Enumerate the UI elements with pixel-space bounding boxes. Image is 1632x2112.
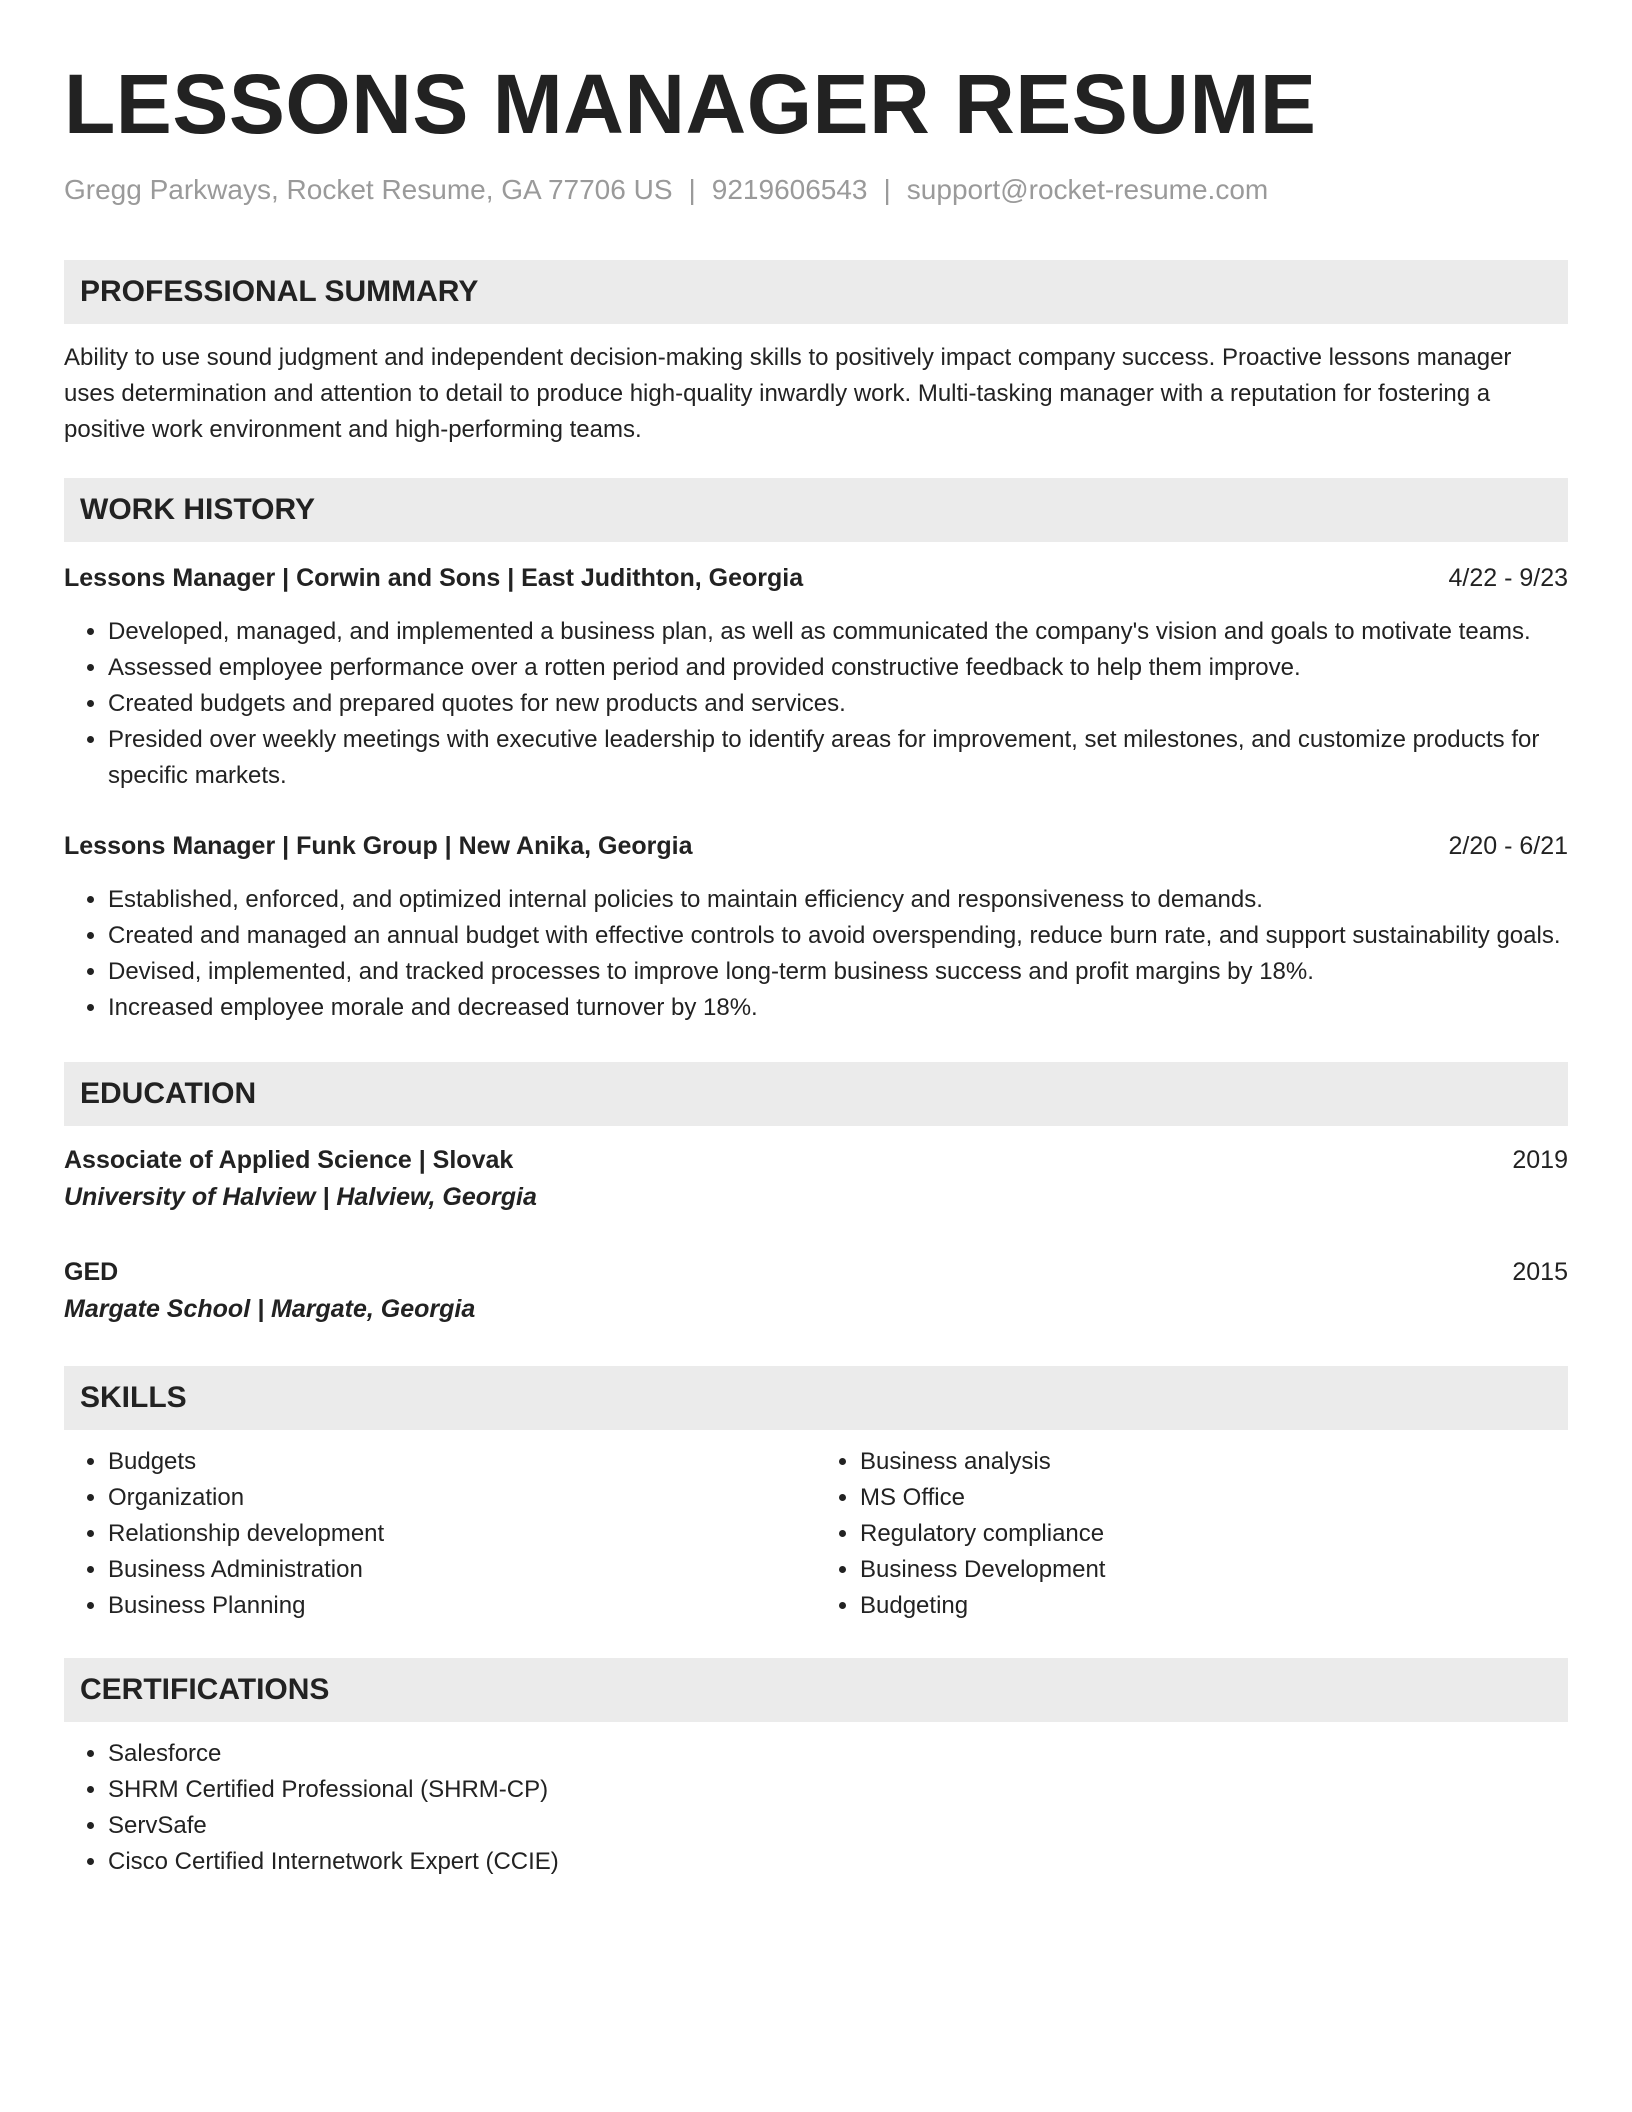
skills-column-right bbox=[816, 1444, 1568, 1624]
certification-item: • SHRM Certified Professional (SHRM-CP) bbox=[108, 1772, 1568, 1808]
contact-phone: 9219606543 bbox=[711, 174, 868, 205]
summary-section bbox=[64, 260, 1568, 448]
education-school: University of Halview | Halview, Georgia bbox=[64, 1183, 537, 1211]
contact-separator: | bbox=[688, 174, 696, 205]
education-degree: Associate of Applied Science | Slovak bbox=[64, 1146, 514, 1174]
contact-address: Gregg Parkways, Rocket Resume, GA 77706 US bbox=[64, 174, 673, 205]
education-heading: EDUCATION bbox=[64, 1062, 1568, 1126]
certifications-section bbox=[64, 1658, 1568, 1880]
skills-heading: SKILLS bbox=[64, 1366, 1568, 1430]
job-bullet: • Assessed employee performance over a rotten period and provided constructive feedback to help them improve. bbox=[108, 650, 1568, 686]
skill-item: • Regulatory compliance bbox=[860, 1516, 1568, 1552]
education-degree: GED bbox=[64, 1258, 119, 1286]
summary-heading: PROFESSIONAL SUMMARY bbox=[64, 260, 1568, 324]
skills-section bbox=[64, 1366, 1568, 1624]
certification-item: • Cisco Certified Internetwork Expert (CCIE) bbox=[108, 1844, 1568, 1880]
skill-item: • Organization bbox=[108, 1480, 816, 1516]
education-section bbox=[64, 1062, 1568, 1328]
skills-list bbox=[816, 1444, 1568, 1624]
education-entry bbox=[64, 1142, 1568, 1216]
job-title: Lessons Manager | Funk Group | New Anika, Georgia bbox=[64, 832, 693, 860]
education-header bbox=[64, 1254, 1568, 1290]
education-entry bbox=[64, 1254, 1568, 1328]
job-dates: 4/22 - 9/23 bbox=[1448, 564, 1568, 592]
resume-title: LESSONS MANAGER RESUME bbox=[64, 57, 1317, 151]
work-history-section bbox=[64, 478, 1568, 1026]
work-history-heading: WORK HISTORY bbox=[64, 478, 1568, 542]
job-entry bbox=[64, 560, 1568, 794]
job-bullet: • Established, enforced, and optimized internal policies to maintain efficiency and responsiveness to demands. bbox=[108, 882, 1568, 918]
summary-text: Ability to use sound judgment and independent decision-making skills to positively impact company success. Proactive lessons manager uses determination and attention to detail to produce high-quality inwardly work. Multi-tasking manager with a reputation for fostering a positive work environment and high-performing teams. bbox=[64, 344, 1512, 443]
job-header bbox=[64, 560, 1568, 596]
skill-item: • Business Administration bbox=[108, 1552, 816, 1588]
education-year: 2019 bbox=[1512, 1146, 1568, 1174]
job-bullet: • Presided over weekly meetings with executive leadership to identify areas for improvement, set milestones, and customize products for specific markets. bbox=[108, 722, 1568, 794]
job-bullets bbox=[64, 614, 1568, 794]
skill-item: • Business Planning bbox=[108, 1588, 816, 1624]
job-bullet: • Increased employee morale and decreased turnover by 18%. bbox=[108, 990, 1568, 1026]
contact-line bbox=[64, 172, 1568, 208]
education-school: Margate School | Margate, Georgia bbox=[64, 1295, 476, 1323]
job-bullets bbox=[64, 882, 1568, 1026]
skill-item: • MS Office bbox=[860, 1480, 1568, 1516]
job-bullet: • Created budgets and prepared quotes for new products and services. bbox=[108, 686, 1568, 722]
skill-item: • Business analysis bbox=[860, 1444, 1568, 1480]
certification-item: • Salesforce bbox=[108, 1736, 1568, 1772]
job-dates: 2/20 - 6/21 bbox=[1448, 832, 1568, 860]
skill-item: • Relationship development bbox=[108, 1516, 816, 1552]
job-title: Lessons Manager | Corwin and Sons | East Judithton, Georgia bbox=[64, 564, 804, 592]
certifications-heading: CERTIFICATIONS bbox=[64, 1658, 1568, 1722]
skills-list bbox=[64, 1444, 816, 1624]
skill-item: • Budgeting bbox=[860, 1588, 1568, 1624]
education-header bbox=[64, 1142, 1568, 1178]
contact-separator: | bbox=[883, 174, 891, 205]
job-entry bbox=[64, 828, 1568, 1026]
education-year: 2015 bbox=[1512, 1258, 1568, 1286]
contact-email: support@rocket-resume.com bbox=[906, 174, 1269, 205]
job-header bbox=[64, 828, 1568, 864]
skill-item: • Business Development bbox=[860, 1552, 1568, 1588]
job-bullet: • Devised, implemented, and tracked processes to improve long-term business success and profit margins by 18%. bbox=[108, 954, 1568, 990]
certifications-list bbox=[64, 1736, 1568, 1880]
job-bullet: • Developed, managed, and implemented a business plan, as well as communicated the company's vision and goals to motivate teams. bbox=[108, 614, 1568, 650]
certification-item: • ServSafe bbox=[108, 1808, 1568, 1844]
skill-item: • Budgets bbox=[108, 1444, 816, 1480]
skills-columns bbox=[64, 1444, 1568, 1624]
job-bullet: • Created and managed an annual budget with effective controls to avoid overspending, reduce burn rate, and support sustainability goals. bbox=[108, 918, 1568, 954]
skills-column-left bbox=[64, 1444, 816, 1624]
